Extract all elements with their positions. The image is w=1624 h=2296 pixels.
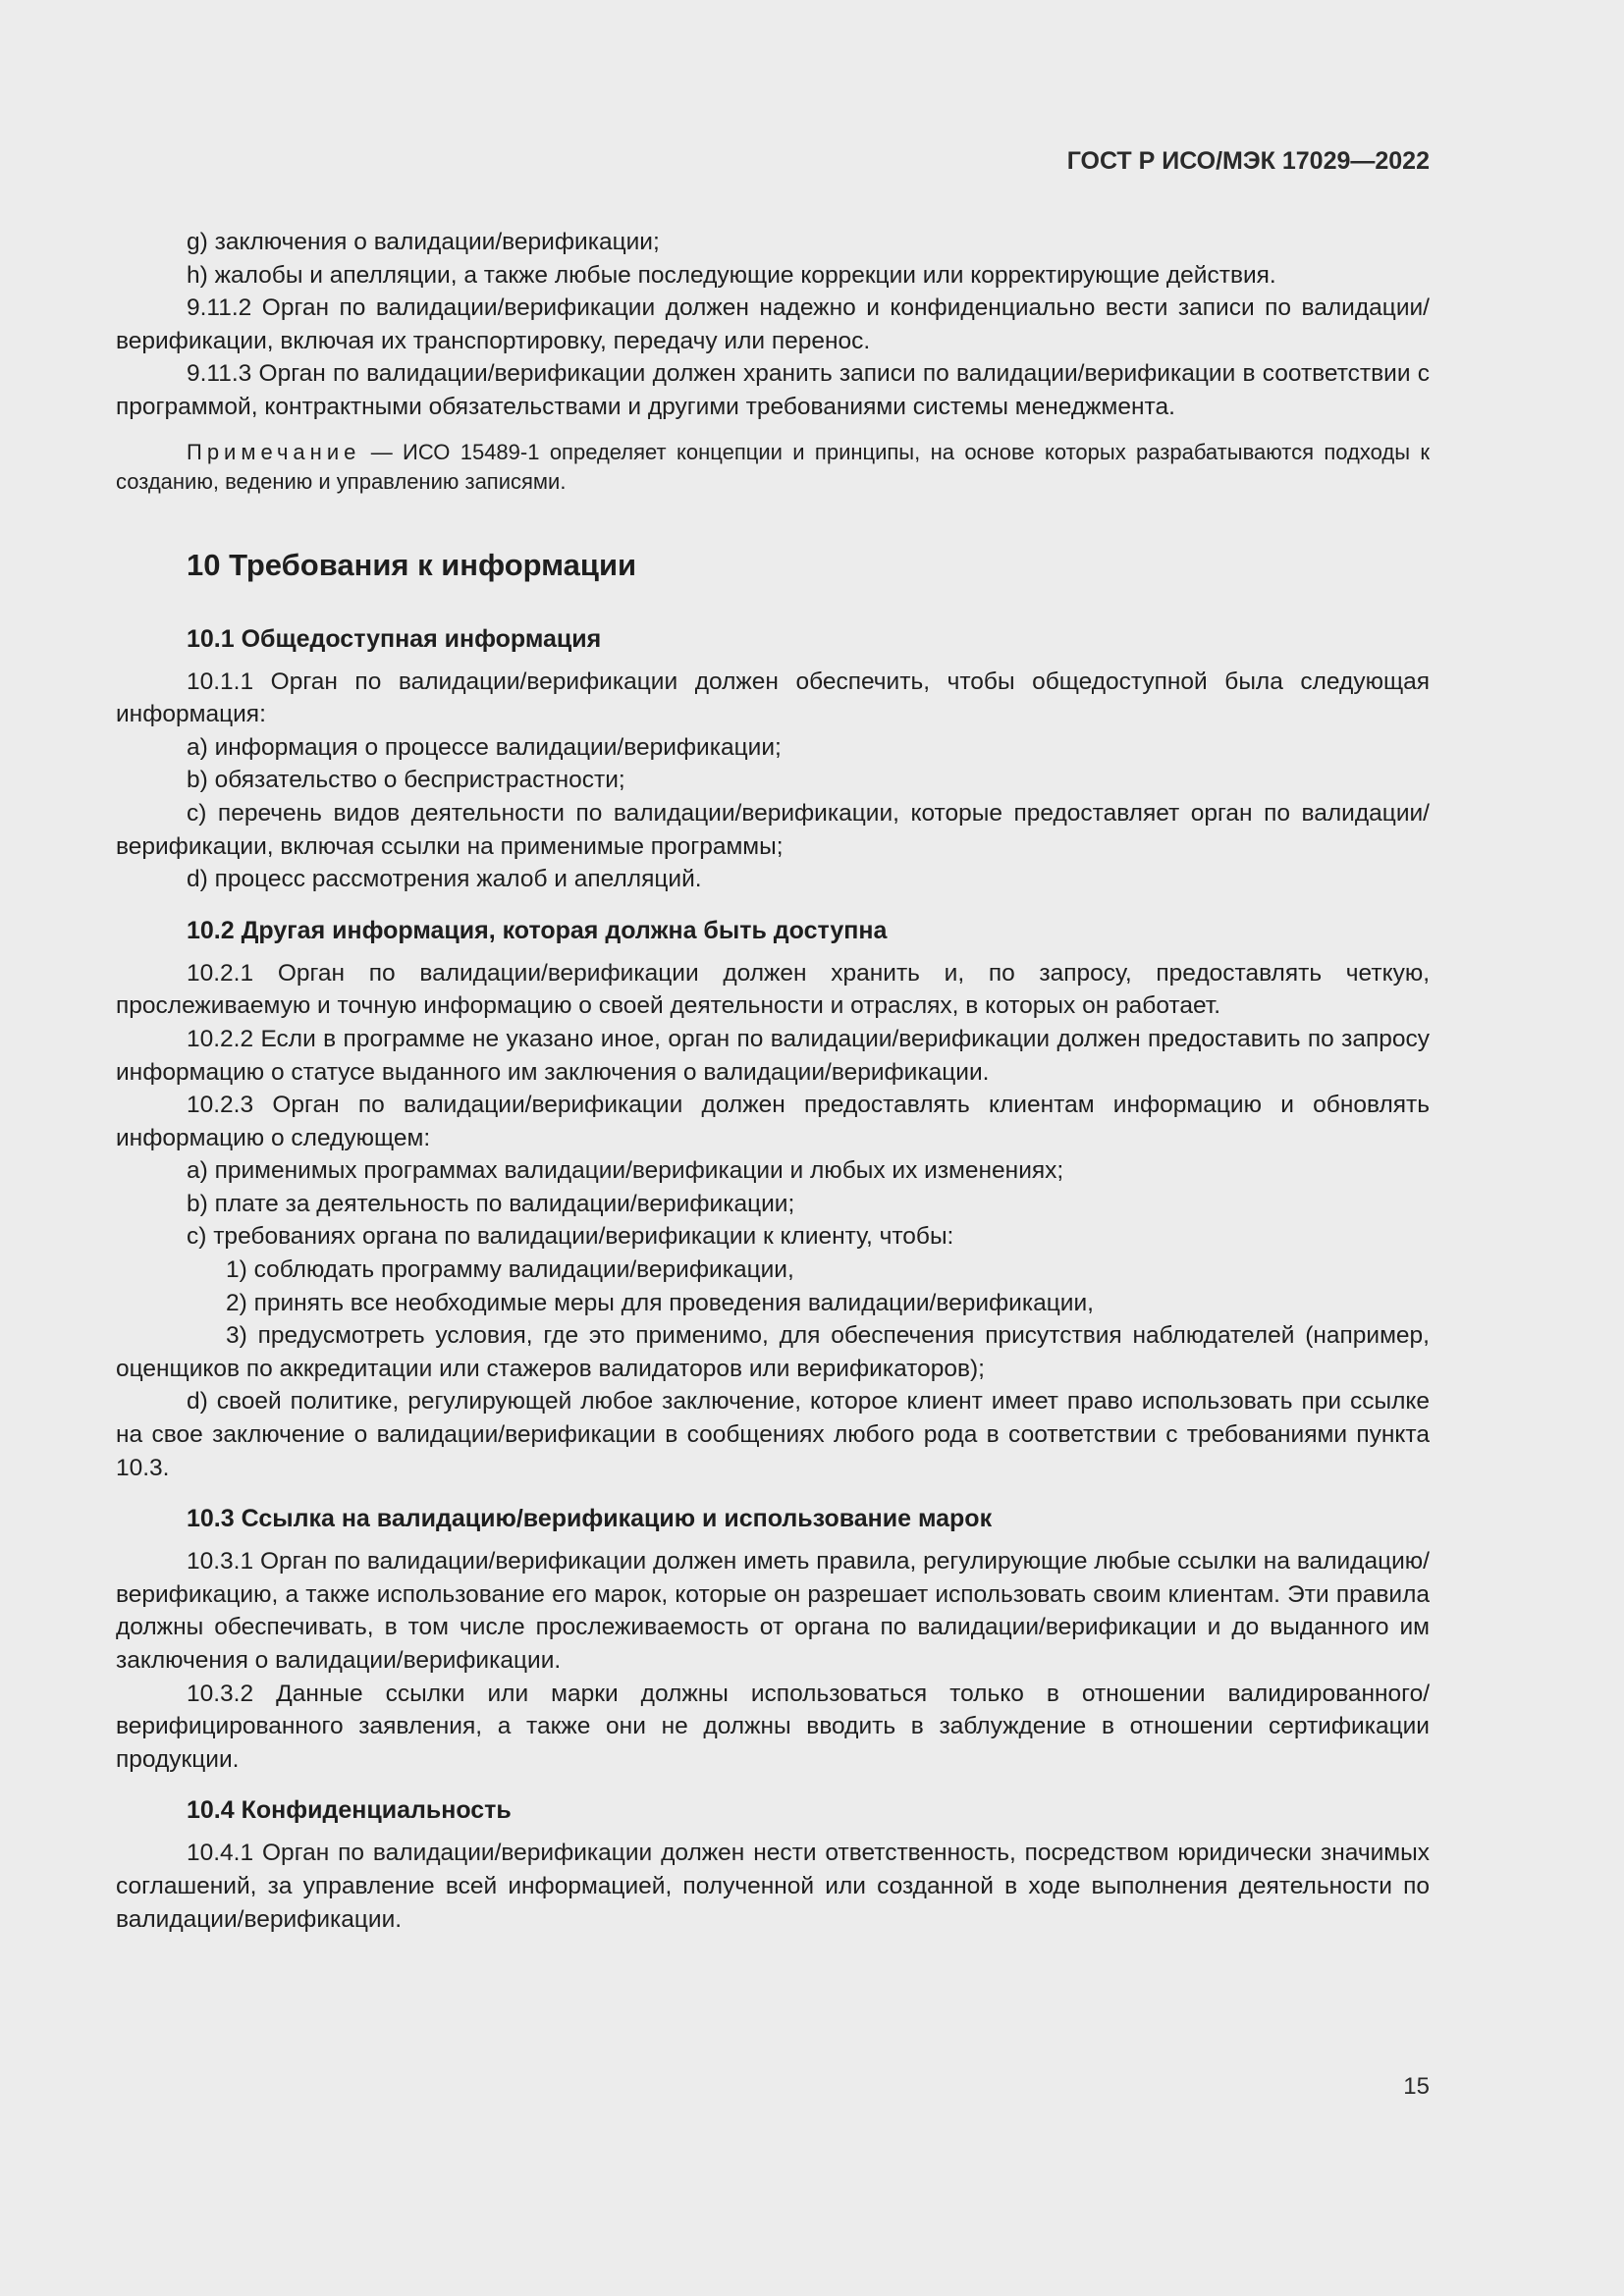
list-item-10-2-3-c: c) требованиях органа по валидации/верификации к клиенту, чтобы: [187, 1223, 954, 1251]
list-item-10-1-1-b: b) обязательство о беспристрастности; [187, 767, 625, 794]
clause-9-11-3: 9.11.3 Орган по валидации/верификации должен хранить записи по валидации/верификации в соответствии с программой, контрактными обязательствами и другими требованиями системы менеджмента. [116, 360, 1430, 420]
clause-9-11-2: 9.11.2 Орган по валидации/верификации должен надежно и конфиденциально вести записи по валидации/верификации, включая их транспортировку, передачу или перенос. [116, 294, 1430, 354]
list-item-h: h) жалобы и апелляции, а также любые последующие коррекции или корректирующие действия. [187, 261, 1276, 289]
heading-10-1: 10.1 Общедоступная информация [187, 624, 602, 653]
clause-10-2-3: 10.2.3 Орган по валидации/верификации должен предоставлять клиентам информацию и обновлять информацию о следующем: [116, 1092, 1430, 1151]
clause-10-2-1: 10.2.1 Орган по валидации/верификации должен хранить и, по запросу, предоставлять четкую, прослеживаемую и точную информацию о своей деятельности и отраслях, в которых он работает. [116, 959, 1430, 1020]
document-body [116, 226, 1430, 1936]
list-item-10-2-3-a: a) применимых программах валидации/верификации и любых их изменениях; [187, 1157, 1064, 1185]
list-item-g: g) заключения о валидации/верификации; [187, 229, 660, 255]
clause-10-4-1: 10.4.1 Орган по валидации/верификации должен нести ответственность, посредством юридически значимых соглашений, за управление всей информацией, полученной или созданной в ходе выполнения деятельности по валидации/верификации. [116, 1840, 1430, 1933]
sub-item-10-2-3-c2: 2) принять все необходимые меры для проведения валидации/верификации, [226, 1289, 1094, 1316]
list-item-10-2-3-b: b) плате за деятельность по валидации/верификации; [187, 1190, 795, 1217]
list-item-10-1-1-a: a) информация о процессе валидации/верификации; [187, 733, 782, 761]
sub-item-10-2-3-c1: 1) соблюдать программу валидации/верификации, [226, 1256, 794, 1284]
list-item-10-1-1-c: c) перечень видов деятельности по валидации/верификации, которые предоставляет орган по валидации/верификации, включая ссылки на применимые программы; [116, 799, 1430, 860]
page-number: 15 [1403, 2073, 1430, 2100]
list-item-10-1-1-d: d) процесс рассмотрения жалоб и апелляций. [187, 866, 702, 893]
clause-10-3-2: 10.3.2 Данные ссылки или марки должны использоваться только в отношении валидированного/верифицированного заявления, а также они не должны вводить в заблуждение в отношении сертификации продукции. [116, 1680, 1430, 1773]
heading-10-4: 10.4 Конфиденциальность [187, 1796, 512, 1825]
standard-code-header: ГОСТ Р ИСО/МЭК 17029—2022 [1066, 147, 1430, 175]
sub-item-10-2-3-c3: 3) предусмотреть условия, где это применимо, для обеспечения присутствия наблюдателей (например, оценщиков по аккредитации или стажеров валидаторов или верификаторов); [116, 1322, 1430, 1382]
section-10-title: 10 Требования к информации [187, 547, 637, 582]
note-text: — ИСО 15489-1 определяет концепции и принципы, на основе которых разрабатываются подходы к созданию, ведению и управлению записями. [116, 439, 1430, 494]
clause-10-1-1: 10.1.1 Орган по валидации/верификации должен обеспечить, чтобы общедоступной была следующая информация: [116, 667, 1430, 728]
note-paragraph [116, 438, 1430, 497]
clause-10-2-2: 10.2.2 Если в программе не указано иное, орган по валидации/верификации должен предоставить по запросу информацию о статусе выданного им заключения о валидации/верификации. [116, 1025, 1430, 1086]
list-item-10-2-3-d: d) своей политике, регулирующей любое заключение, которое клиент имеет право использовать при ссылке на свое заключение о валидации/верификации в сообщениях любого рода в соответствии с требованиями пункта 10.3. [116, 1388, 1430, 1481]
clause-10-3-1: 10.3.1 Орган по валидации/верификации должен иметь правила, регулирующие любые ссылки на валидацию/верификацию, а также использование его марок, которые он разрешает использовать своим клиентам. Эти правила должны обеспечивать, в том числе прослеживаемость от органа по валидации/верификации и до выданного им заключения о валидации/верификации. [116, 1548, 1430, 1674]
heading-10-3: 10.3 Ссылка на валидацию/верификацию и использование марок [187, 1505, 993, 1533]
heading-10-2: 10.2 Другая информация, которая должна быть доступна [187, 916, 888, 944]
note-label: Примечание [187, 439, 361, 464]
